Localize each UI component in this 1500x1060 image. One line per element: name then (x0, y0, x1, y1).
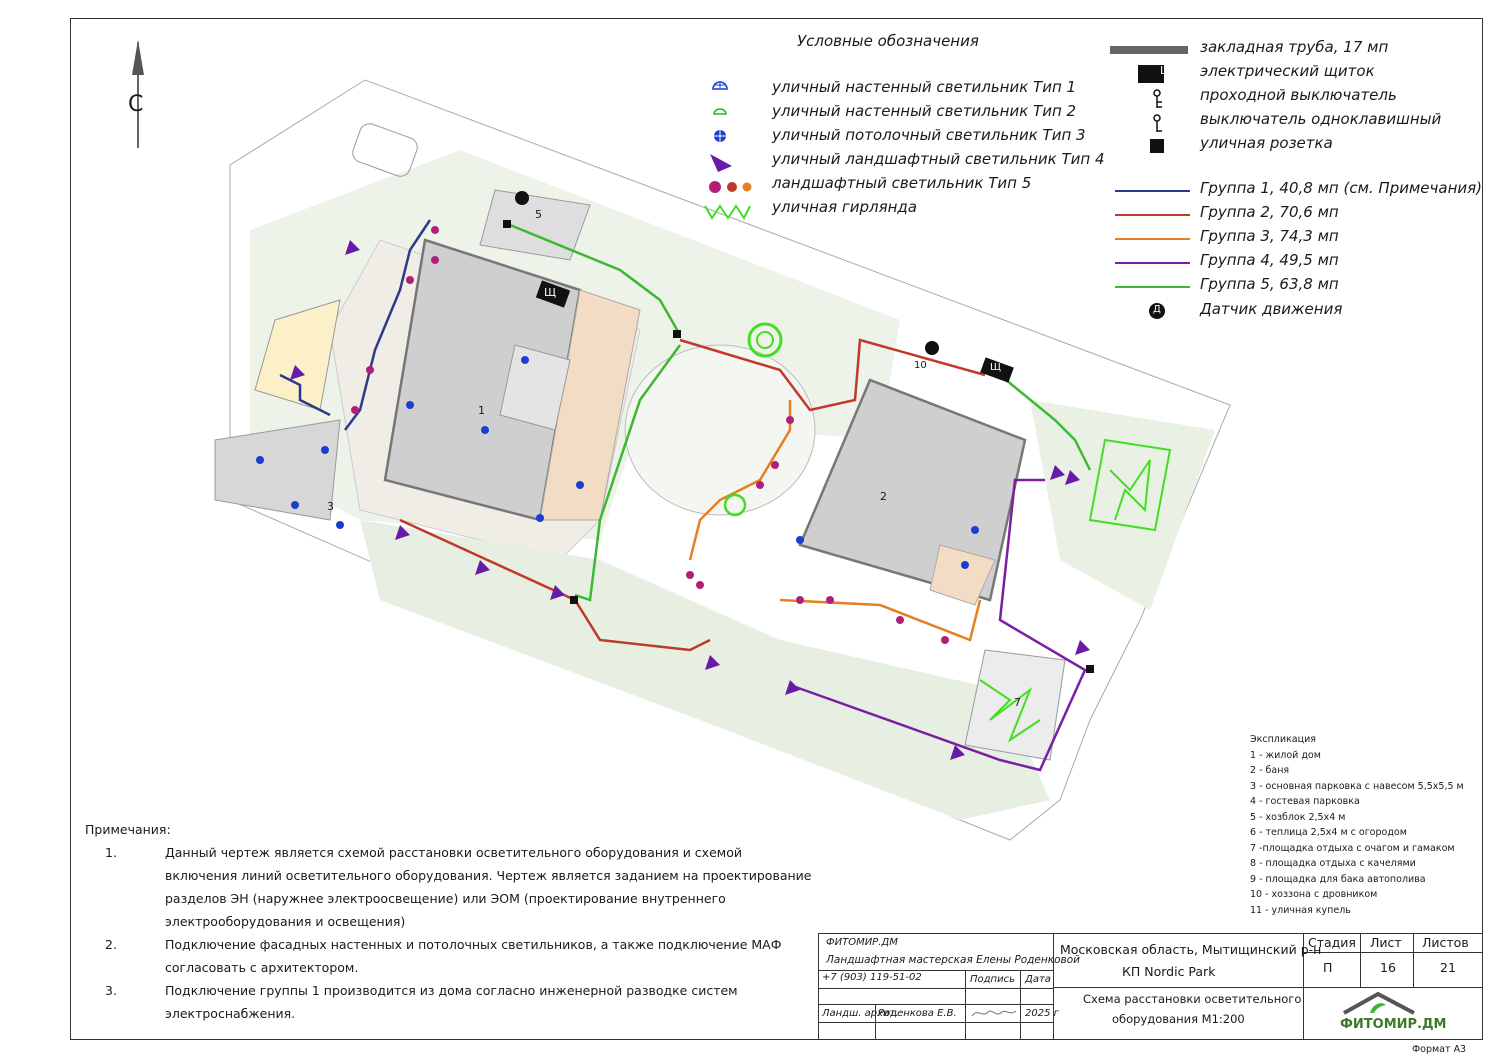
note-3-line-1: Подключение группы 1 производится из дома согласно инженерной разводке систем (165, 983, 738, 998)
stamp-phone: +7 (903) 119-51-02 (822, 972, 922, 983)
legend-single-switch: выключатель одноклавишный (1200, 110, 1442, 128)
stamp-row-line-3 (818, 1004, 1053, 1005)
note-3-num: 3. (105, 983, 117, 998)
legend-item-3: уличный потолочный светильник Тип 3 (772, 126, 1086, 144)
label-panel-house: Щ (544, 286, 557, 299)
explication (1250, 732, 1464, 918)
explication-item: 1 - жилой дом (1250, 749, 1321, 761)
note-3-line-2: электроснабжения. (165, 1006, 296, 1021)
single-switch-icon (1154, 115, 1162, 132)
stamp-company: ФИТОМИР.ДМ (826, 937, 898, 948)
legend-pass-switch: проходной выключатель (1200, 86, 1397, 104)
legend-title: Условные обозначения (797, 32, 979, 50)
legend-group-3: Группа 3, 74,3 мп (1200, 227, 1339, 245)
notes-title: Примечания: (85, 822, 171, 837)
sheet-format: Формат А3 (1412, 1044, 1467, 1055)
stamp-studio: Ландшафтная мастерская Елены Роденковой (826, 954, 1080, 966)
legend-group-2: Группа 2, 70,6 мп (1200, 203, 1339, 221)
car-sketch (350, 121, 420, 179)
garden-zone-right (1030, 400, 1215, 610)
legend-group-1: Группа 1, 40,8 мп (см. Примечания) (1200, 179, 1482, 197)
explication-item: 4 - гостевая парковка (1250, 796, 1360, 807)
legend-socket: уличная розетка (1200, 134, 1333, 152)
parking-zone (215, 420, 340, 520)
note-2-num: 2. (105, 937, 117, 952)
explication-item: 11 - уличная купель (1250, 904, 1351, 916)
explication-item: 7 -площадка отдыха с очагом и гамаком (1250, 842, 1455, 854)
logo-text: ФИТОМИР.ДМ (1340, 1017, 1447, 1032)
stamp-stage: П (1323, 960, 1333, 975)
stamp-sheet-label: Лист (1370, 935, 1402, 950)
explication-item: 8 - площадка отдыха с качелями (1250, 858, 1416, 869)
explication-item: 5 - хозблок 2,5х4 м (1250, 811, 1346, 823)
stamp-location-2: КП Nordic Park (1122, 964, 1216, 979)
stamp-drawing-1: Схема расстановки осветительного (1083, 992, 1302, 1006)
north-arrow-head (132, 40, 144, 75)
stamp-drawing-2: оборудования М1:200 (1112, 1012, 1245, 1026)
legend-item-5: ландшафтный светильник Тип 5 (772, 174, 1032, 192)
stamp-signature-icon (970, 1006, 1018, 1020)
note-2-line-1: Подключение фасадных настенных и потолочных светильников, а также подключение МАФ (165, 937, 782, 952)
north-letter: С (128, 92, 144, 117)
legend-left-icons (700, 76, 760, 226)
label-parking: 3 (327, 500, 334, 513)
stage-hline-2 (1303, 987, 1483, 988)
explication-item: 10 - хоззона с дровником (1250, 889, 1378, 900)
stamp-sheet: 16 (1380, 960, 1396, 975)
stamp-sign-label: Подпись (970, 974, 1015, 985)
note-1-line-1: Данный чертеж является схемой расстановки осветительного оборудования и схемой (165, 845, 742, 860)
stamp-stage-label: Стадия (1308, 935, 1356, 950)
explication-item: 3 - основная парковка с навесом 5,5х5,5 м (1250, 780, 1464, 792)
landscape-light-type5-icon (709, 181, 752, 193)
note-1-line-3: разделов ЭН (наружнее электроосвещение) или ЭОМ (проектирование внутреннего (165, 891, 726, 906)
legend-item-2: уличный настенный светильник Тип 2 (772, 102, 1077, 120)
note-1-line-2: включения линий осветительного оборудования. Чертеж является заданием на проектирование (165, 868, 812, 883)
legend-sensor: Датчик движения (1200, 300, 1343, 318)
outdoor-socket-icon (1150, 139, 1164, 153)
plan-sensor-1 (515, 191, 529, 205)
legend-group-4: Группа 4, 49,5 мп (1200, 251, 1339, 269)
note-1-num: 1. (105, 845, 117, 860)
pass-switch-icon (1154, 90, 1162, 108)
logo-house-icon (1340, 991, 1420, 1015)
landscape-light-type4-icon (710, 154, 732, 172)
label-wood-zone: 10 (914, 360, 927, 371)
group3-line-b (780, 600, 980, 640)
legend-item-4: уличный ландшафтный светильник Тип 4 (772, 150, 1105, 168)
label-panel-bath: Щ (990, 362, 1001, 373)
stamp-row-line-1 (818, 970, 1053, 971)
plan-sensor-2 (925, 341, 939, 355)
electric-panel-glyph: Щ (1160, 64, 1173, 77)
stamp-col-line-2 (1020, 970, 1021, 1040)
explication-item: 2 - баня (1250, 765, 1290, 776)
note-2-line-2: согласовать с архитектором. (165, 960, 359, 975)
stage-hline-1 (1303, 952, 1483, 953)
motion-sensor-glyph: Д (1153, 304, 1161, 315)
stamp-sheets: 21 (1440, 960, 1456, 975)
explication-item: 6 - теплица 2,5х4 м с огородом (1250, 827, 1407, 838)
legend-pipe: закладная труба, 17 мп (1200, 38, 1389, 56)
stamp-sheets-label: Листов (1422, 935, 1469, 950)
central-lawn (625, 345, 815, 515)
legend-item-1: уличный настенный светильник Тип 1 (772, 78, 1077, 96)
legend-group-5: Группа 5, 63,8 мп (1200, 275, 1339, 293)
ceiling-light-type3-icon (714, 130, 726, 142)
garland-icon (705, 206, 750, 218)
note-1-line-4: электрооборудования и освещения) (165, 914, 406, 929)
stamp-date-label: Дата (1025, 974, 1051, 985)
wall-light-type2-icon (714, 109, 726, 114)
legend-right-icons (1110, 36, 1190, 326)
legend-panel: электрический щиток (1200, 62, 1375, 80)
legend-item-6: уличная гирлянда (772, 198, 917, 216)
wall-light-type1-icon (713, 82, 727, 89)
stamp-col-line-1 (965, 970, 966, 1040)
embedded-pipe-icon (1110, 46, 1188, 54)
label-shed: 5 (535, 208, 542, 221)
label-bathhouse: 2 (880, 490, 887, 503)
title-block-hline (1053, 987, 1303, 988)
stamp-role: Ландш. архит. (822, 1008, 899, 1019)
stage-vline-1 (1360, 933, 1361, 987)
stage-vline-2 (1413, 933, 1414, 987)
label-house: 1 (478, 404, 485, 417)
explication-title: Экспликация (1250, 734, 1316, 745)
stamp-year: 2025 г (1025, 1008, 1059, 1019)
explication-item: 9 - площадка для бака автополива (1250, 873, 1426, 885)
stamp-row-line-2 (818, 988, 1053, 989)
label-rest-area: 7 (1014, 696, 1021, 709)
stamp-location-1: Московская область, Мытищинский р-н (1060, 942, 1322, 957)
stamp-row-line-4 (818, 1022, 1053, 1023)
stamp-person: Роденкова Е.В. (878, 1008, 957, 1019)
